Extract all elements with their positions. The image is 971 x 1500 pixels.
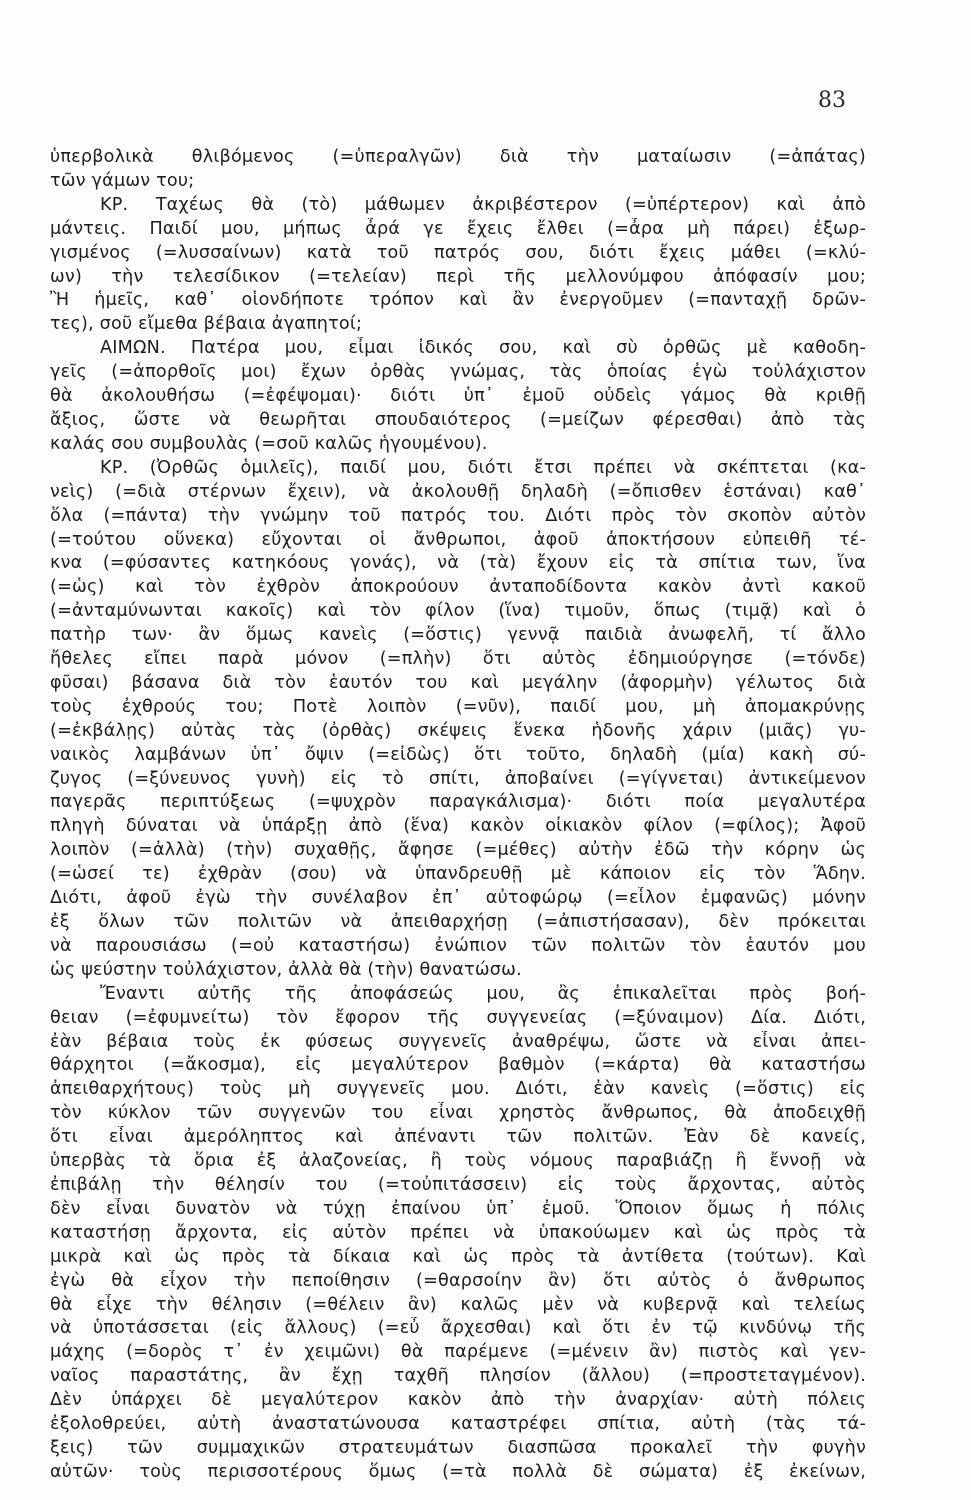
text-line: (=ὡσεί τε) ἐχθρὰν (σου) νὰ ὑπανδρευθῇ μὲ κάποιον εἰς τὸν Ἅδην. — [50, 864, 866, 885]
text-line: γισμένος (=λυσσαίνων) κατὰ τοῦ πατρός σου, διότι ἔχεις μάθει (=κλύ- — [50, 242, 866, 263]
text-line: κνα (=φύσαντες κατηκόους γονάς), νὰ (τὰ) ἔχουν εἰς τὰ σπίτια των, ἵνα — [50, 553, 866, 574]
text-line: καταστήσῃ ἄρχοντα, εἰς αὐτὸν πρέπει νὰ ὑπακούωμεν καὶ ὡς πρὸς τὰ — [50, 1222, 866, 1243]
text-line: τες), σοῦ εἴμεθα βέβαια ἀγαπητοί; — [50, 314, 363, 335]
text-line: ὅτι εἶναι ἀμερόληπτος καὶ ἀπέναντι τῶν πολιτῶν. Ἐὰν δὲ κανείς, — [50, 1127, 866, 1148]
text-line: (=ἐκβάλῃς) αὐτὰς τὰς (ὀρθὰς) σκέψεις ἕνεκα ἡδονῆς χάριν (μιᾶς) γυ- — [50, 720, 866, 741]
page-number: 83 — [818, 88, 846, 113]
text-line: ζυγος (=ξύνευνος γυνὴ) εἰς τὸ σπίτι, ἀποβαίνει (=γίγνεται) ἀντικείμενον — [50, 768, 866, 789]
text-line: ξεις) τῶν συμμαχικῶν στρατευμάτων διασπῶσα προκαλεῖ τὴν φυγὴν — [50, 1437, 866, 1458]
text-line: καλάς σου συμβουλὰς (=σοῦ καλῶς ἡγουμένου). — [50, 433, 488, 454]
text-line: μάντεις. Παιδί μου, μήπως ἆρά γε ἔχεις ἔλθει (=ἆρα μὴ πάρει) ἐξωρ- — [50, 218, 866, 239]
text-line: ὑπερβὰς τὰ ὅρια ἐξ ἀλαζονείας, ἢ τοὺς νόμους παραβιάζῃ ἢ ἔννοῇ νὰ — [50, 1151, 866, 1172]
text-line: ων) τὴν τελεσίδικον (=τελείαν) περὶ τῆς μελλονύμφου ἀπόφασίν μου; — [50, 266, 866, 287]
text-line: ἄξιος, ὥστε νὰ θεωρῆται σπουδαιότερος (=μείζων φέρεσθαι) ἀπὸ τὰς — [50, 409, 866, 430]
text-line: θὰ ἀκολουθήσω (=ἐφέψομαι)· διότι ὑπ᾽ ἐμοῦ οὐδεὶς γάμος θὰ κριθῇ — [50, 386, 866, 407]
text-line: ἐξ ὅλων τῶν πολιτῶν νὰ ἀπειθαρχήσῃ (=ἀπιστήσασαν), δὲν πρόκειται — [50, 912, 866, 932]
text-line: μικρὰ καὶ ὡς πρὸς τὰ δίκαια καὶ ὡς πρὸς τὰ ἀντίθετα (τούτων). Καὶ — [50, 1246, 866, 1267]
text-line: ΚΡ. Ταχέως θὰ (τὸ) μάθωμεν ἀκριβέστερον (=ὑπέρτερον) καὶ ἀπὸ — [100, 194, 866, 215]
body-text — [50, 146, 866, 1485]
text-line: ἤθελες εἴπει παρὰ μόνον (=πλὴν) ὅτι αὐτὸς ἐδημιούργησε (=τόνδε) — [50, 649, 866, 670]
text-line: δὲν εἶναι δυνατὸν νὰ τύχῃ ἐπαίνου ὑπ᾽ ἐμοῦ. Ὅποιον ὅμως ἡ πόλις — [50, 1198, 866, 1219]
text-line: μάχης (=δορὸς τ᾽ ἐν χειμῶνι) θὰ παρέμενε (=μένειν ἂν) πιστὸς καὶ γεν- — [50, 1342, 866, 1363]
text-line: θειαν (=ἐφυμνείτω) τὸν ἔφορον τῆς συγγενείας (=ξύναιμον) Δία. Διότι, — [50, 1007, 866, 1028]
text-line: (=ὡς) καὶ τὸν ἐχθρὸν ἀποκρούουν ἀνταποδίδοντα κακὸν ἀντὶ κακοῦ — [50, 577, 866, 598]
text-line: (=ἀνταμύνωνται κακοῖς) καὶ τὸν φίλον (ἵνα) τιμοῦν, ὅπως (τιμᾷ) καὶ ὁ — [50, 601, 866, 622]
text-line: ὡς ψεύστην τοὐλάχιστον, ἀλλὰ θὰ (τὴν) θανατώσω. — [50, 959, 522, 980]
text-line: ἐπιβάλῃ τὴν θέλησίν του (=τοὐπιτάσσειν) εἰς τοὺς ἄρχοντας, αὐτὸς — [50, 1174, 866, 1195]
text-line: ΚΡ. (Ὀρθῶς ὁμιλεῖς), παιδί μου, διότι ἔτσι πρέπει νὰ σκέπτεται (κα- — [100, 457, 866, 478]
text-line: νὰ ὑποτάσσεται (εἰς ἄλλους) (=εὖ ἄρχεσθαι) καὶ ὅτι ἐν τῷ κινδύνῳ τῆς — [50, 1318, 866, 1339]
text-line: θάρχητοι (=ἄκοσμα), εἰς μεγαλύτερον βαθμὸν (=κάρτα) θὰ καταστήσω — [50, 1055, 866, 1076]
text-line: φῦσαι) βάσανα διὰ τὸν ἑαυτόν του καὶ μεγάλην (ἀφορμὴν) γέλωτος διὰ — [50, 672, 866, 693]
text-line: ἐξολοθρεύει, αὐτὴ ἀναστατώνουσα καταστρέφει σπίτια, αὐτὴ (τὰς τά- — [50, 1414, 866, 1435]
text-line: ἐγὼ θὰ εἶχον τὴν πεποίθησιν (=θαρσοίην ἂν) ὅτι αὐτὸς ὁ ἄνθρωπος — [50, 1270, 866, 1291]
text-line: (=τούτου οὕνεκα) εὔχονται οἱ ἄνθρωποι, ἀφοῦ ἀποκτήσουν εὐπειθῆ τέ- — [50, 529, 866, 550]
text-line: ὑπερβολικὰ θλιβόμενος (=ὑπεραλγῶν) διὰ τὴν ματαίωσιν (=ἀπάτας) — [50, 147, 866, 167]
text-line: θὰ εἶχε τὴν θέλησιν (=θέλειν ἂν) καλῶς μὲν νὰ κυβερνᾷ καὶ τελείως — [50, 1294, 866, 1315]
text-line: ἐὰν βέβαια τοὺς ἐκ φύσεως συγγενεῖς ἀναθρέψω, ὥστε νὰ εἶναι ἀπει- — [50, 1031, 866, 1052]
text-line: νεὶς) (=διὰ στέρνων ἔχειν), νὰ ἀκολουθῇ δηλαδὴ (=ὄπισθεν ἑστάναι) καθ᾽ — [50, 481, 866, 502]
text-line: ΑΙΜΩΝ. Πατέρα μου, εἶμαι ἰδικός σου, καὶ σὺ ὀρθῶς μὲ καθοδη- — [100, 338, 866, 359]
text-line: λοιπὸν (=ἀλλὰ) (τὴν) συχαθῇς, ἄφησε (=μέθες) αὐτὴν ἐδῶ τὴν κόρην ὡς — [50, 840, 866, 861]
text-line: Ἔναντι αὐτῆς τῆς ἀποφάσεώς μου, ἂς ἐπικαλεῖται πρὸς βοή- — [100, 983, 866, 1004]
text-line: πληγὴ δύναται νὰ ὑπάρξῃ ἀπὸ (ἕνα) κακὸν οἰκιακὸν φίλον (=φίλος); Ἀφοῦ — [50, 816, 866, 837]
text-line: τοὺς ἐχθρούς του; Ποτὲ λοιπὸν (=νῦν), παιδί μου, μὴ ἀπομακρύνῃς — [50, 696, 866, 717]
text-line: πατὴρ των· ἂν ὅμως κανεὶς (=ὅστις) γεννᾷ παιδιὰ ἀνωφελῆ, τί ἄλλο — [50, 625, 866, 646]
text-line: Διότι, ἀφοῦ ἐγὼ τὴν συνέλαβον ἐπ᾽ αὐτοφώρῳ (=εἷλον ἐμφανῶς) μόνην — [50, 888, 866, 909]
text-line: παγερᾶς περιπτύξεως (=ψυχρὸν παραγκάλισμα)· διότι ποία μεγαλυτέρα — [50, 792, 866, 813]
text-line: ἀπειθαρχήτους) τοὺς μὴ συγγενεῖς μου. Διότι, ἐὰν κανεὶς (=ὅστις) εἰς — [50, 1079, 866, 1100]
text-line: Δὲν ὑπάρχει δὲ μεγαλύτερον κακὸν ἀπὸ τὴν ἀναρχίαν· αὐτὴ πόλεις — [50, 1390, 866, 1411]
text-line: νὰ παρουσιάσω (=οὐ καταστήσω) ἐνώπιον τῶν πολιτῶν τὸν ἑαυτόν μου — [50, 935, 866, 956]
text-line: αὐτῶν· τοὺς περισσοτέρους ὅμως (=τὰ πολλὰ δὲ σώματα) ἐξ ἐκείνων, — [50, 1461, 866, 1482]
text-line: τῶν γάμων του; — [50, 170, 195, 191]
text-line: Ἢ ἡμεῖς, καθ᾽ οἱονδήποτε τρόπον καὶ ἂν ἐνεργοῦμεν (=πανταχῇ δρῶν- — [50, 290, 866, 311]
text-line: γεῖς (=ἀπορθοῖς μοι) ἔχων ὀρθὰς γνώμας, τὰς ὁποίας ἐγὼ τοὐλάχιστον — [50, 362, 866, 383]
text-line: τὸν κύκλον τῶν συγγενῶν του εἶναι χρηστὸς ἄνθρωπος, θὰ ἀποδειχθῇ — [50, 1103, 866, 1124]
text-line: ὅλα (=πάντα) τὴν γνώμην τοῦ πατρός του. Διότι πρὸς τὸν σκοπὸν αὐτὸν — [50, 505, 866, 526]
text-line: ναῖος παραστάτης, ἂν ἔχῃ ταχθῆ πλησίον (ἄλλου) (=προστεταγμένον). — [50, 1366, 866, 1387]
text-line: ναικὸς λαμβάνων ὑπ᾽ ὄψιν (=εἰδὼς) ὅτι τοῦτο, δηλαδὴ (μία) κακὴ σύ- — [50, 744, 866, 765]
